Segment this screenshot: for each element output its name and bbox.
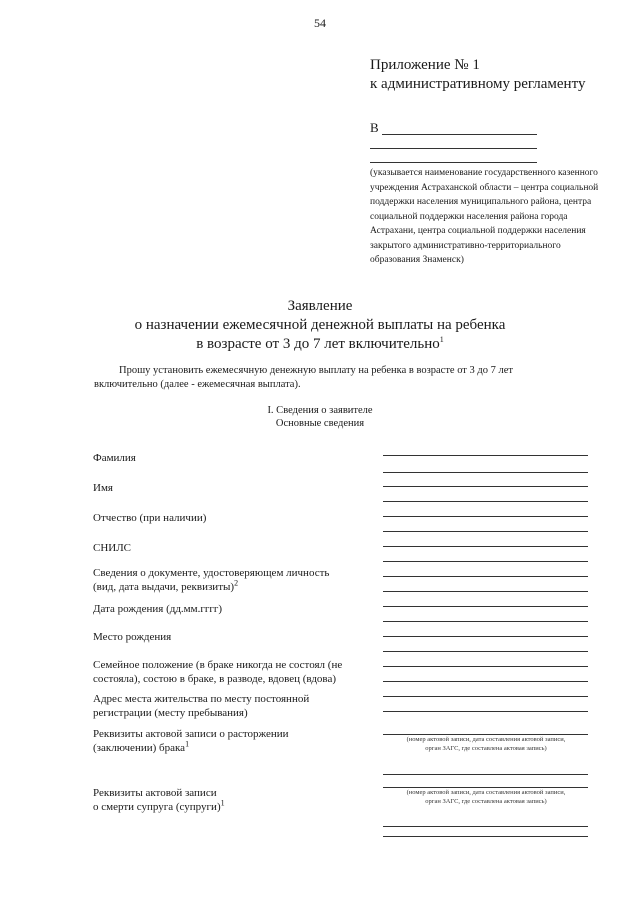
death-record-caption: (номер актовой записи, дата составления актовой записи, орган ЗАГС, где составлена актовая запись) (406, 789, 566, 805)
id-document-field[interactable] (383, 591, 588, 592)
address-field[interactable] (383, 681, 588, 682)
title-line-2: о назначении ежемесячной денежной выплаты на ребенка (134, 317, 506, 333)
id-document-field[interactable] (383, 561, 588, 562)
title-line-1: Заявление (287, 298, 353, 314)
divorce-record-label: Реквизиты актовой записи о расторжении (заключении) брака$^1$ (93, 728, 289, 754)
divorce-record-field[interactable] (383, 734, 588, 735)
patronymic-field[interactable] (383, 516, 588, 517)
surname-label: Фамилия (93, 452, 136, 464)
patronymic-label: Отчество (при наличии) (93, 512, 207, 524)
page-number: 54 (314, 16, 326, 30)
birth-place-label: Место рождения (93, 631, 172, 643)
addressee-line[interactable] (370, 162, 537, 163)
appendix-title: Приложение № 1 (370, 57, 480, 73)
section-header (200, 404, 440, 430)
birth-date-field[interactable] (383, 606, 588, 607)
marital-status-field[interactable] (383, 666, 588, 667)
addressee-note: (указывается наименование государственного казенного учреждения Астраханской области – центра социальной поддержки населения муниципального района, центра социальной поддержки населения района города Астрахани, центра социальной поддержки населения закрытого административно-территориального образования Знаменск) (370, 168, 599, 265)
name-field[interactable] (383, 501, 588, 502)
snils-label: СНИЛС (93, 542, 132, 554)
addressee-line[interactable] (382, 134, 537, 135)
request-text (94, 364, 594, 392)
appendix-subtitle: к административному регламенту (370, 76, 586, 92)
section-heading: I. Сведения о заявителе (267, 405, 373, 416)
snils-field[interactable] (383, 546, 588, 547)
birth-date-label: Дата рождения (дд.мм.гггг) (93, 603, 223, 615)
marital-status-label: Семейное положение (в браке никогда не состоял (не состояла), состою в браке, в разводе, вдовец (вдова) (93, 659, 343, 685)
birth-place-field[interactable] (383, 621, 588, 622)
birth-place-field[interactable] (383, 636, 588, 637)
title-line-3: в возрасте от 3 до 7 лет включительно$^1$ (196, 335, 444, 352)
death-record-field[interactable] (383, 836, 588, 837)
marital-status-field[interactable] (383, 651, 588, 652)
divorce-record-field[interactable] (383, 774, 588, 775)
death-record-field[interactable] (383, 826, 588, 827)
divorce-record-caption: (номер актовой записи, дата составления актовой записи, орган ЗАГС, где составлена актовая запись) (406, 736, 566, 752)
request-line-1: Прошу установить ежемесячную денежную выплату на ребенка в возрасте от 3 до 7 лет (119, 365, 513, 376)
address-label: Адрес места жительства по месту постоянной регистрации (месту пребывания) (93, 693, 310, 719)
appendix-header (370, 56, 585, 94)
name-label: Имя (93, 482, 113, 494)
id-document-field[interactable] (383, 576, 588, 577)
patronymic-field[interactable] (383, 531, 588, 532)
death-record-field[interactable] (383, 787, 588, 788)
addressee-prefix: В (370, 120, 379, 135)
death-record-label: Реквизиты актовой записи о смерти супруга (супруги)$^1$ (93, 787, 225, 813)
section-subheading: Основные сведения (275, 418, 365, 429)
addressee-line[interactable] (370, 148, 537, 149)
request-line-2: включительно (далее - ежемесячная выплата). (94, 379, 301, 390)
address-field[interactable] (383, 696, 588, 697)
surname-field[interactable] (383, 455, 588, 456)
footnote-mark: 1 (439, 335, 444, 344)
id-document-label: Сведения о документе, удостоверяющем личность (вид, дата выдачи, реквизиты)$^2$ (93, 567, 330, 593)
surname-field[interactable] (383, 472, 588, 473)
document-title (100, 297, 540, 354)
name-field[interactable] (383, 486, 588, 487)
address-field[interactable] (383, 711, 588, 712)
